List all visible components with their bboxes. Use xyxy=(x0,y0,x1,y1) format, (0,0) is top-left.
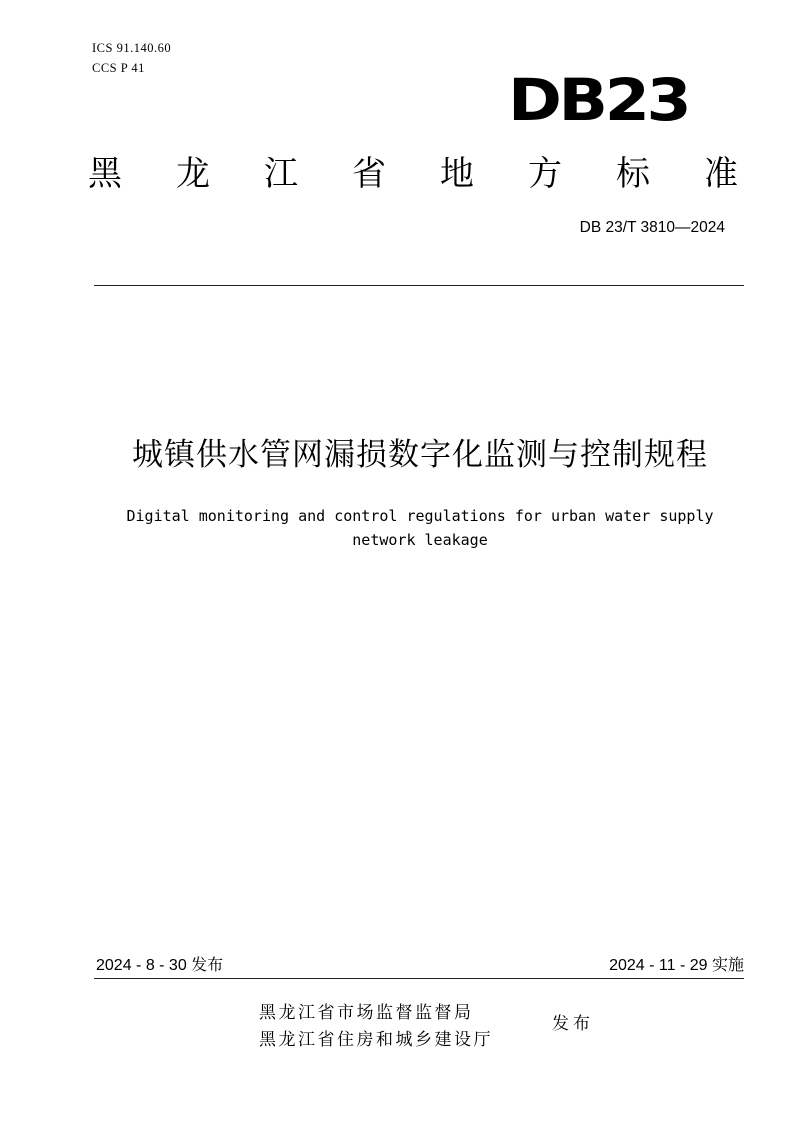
issuing-organizations xyxy=(259,1000,493,1054)
issuer-housing-construction: 黑龙江省住房和城乡建设厅 xyxy=(259,1030,493,1050)
document-title-english xyxy=(100,504,740,552)
english-title-line-2: network leakage xyxy=(352,531,488,549)
header-divider xyxy=(94,285,744,286)
document-title-chinese: 城镇供水管网漏损数字化监测与控制规程 xyxy=(132,437,708,473)
standard-type-heading xyxy=(88,150,738,198)
standard-type-char: 准 xyxy=(704,154,738,194)
db23-logo: DB23 xyxy=(508,66,689,134)
footer-divider xyxy=(94,978,744,979)
issue-label: 发布 xyxy=(552,1014,594,1034)
standard-number: DB 23/T 3810—2024 xyxy=(579,219,725,236)
standard-type-char: 黑 xyxy=(88,154,122,194)
standard-type-char: 江 xyxy=(264,154,298,194)
issuer-market-regulation: 黑龙江省市场监督监督局 xyxy=(259,1003,474,1023)
effective-date: 2024 - 11 - 29 实施 xyxy=(609,957,744,974)
ics-code: ICS 91.140.60 xyxy=(92,41,172,55)
english-title-line-1: Digital monitoring and control regulations for urban water supply xyxy=(126,507,714,525)
standard-type-char: 地 xyxy=(440,154,474,194)
standard-type-char: 省 xyxy=(352,154,386,194)
classification-codes xyxy=(92,38,171,78)
standard-type-char: 龙 xyxy=(176,154,210,194)
publish-date: 2024 - 8 - 30 发布 xyxy=(96,957,224,974)
standard-type-char: 标 xyxy=(616,154,650,194)
ccs-code: CCS P 41 xyxy=(92,61,145,75)
standard-type-char: 方 xyxy=(528,154,562,194)
